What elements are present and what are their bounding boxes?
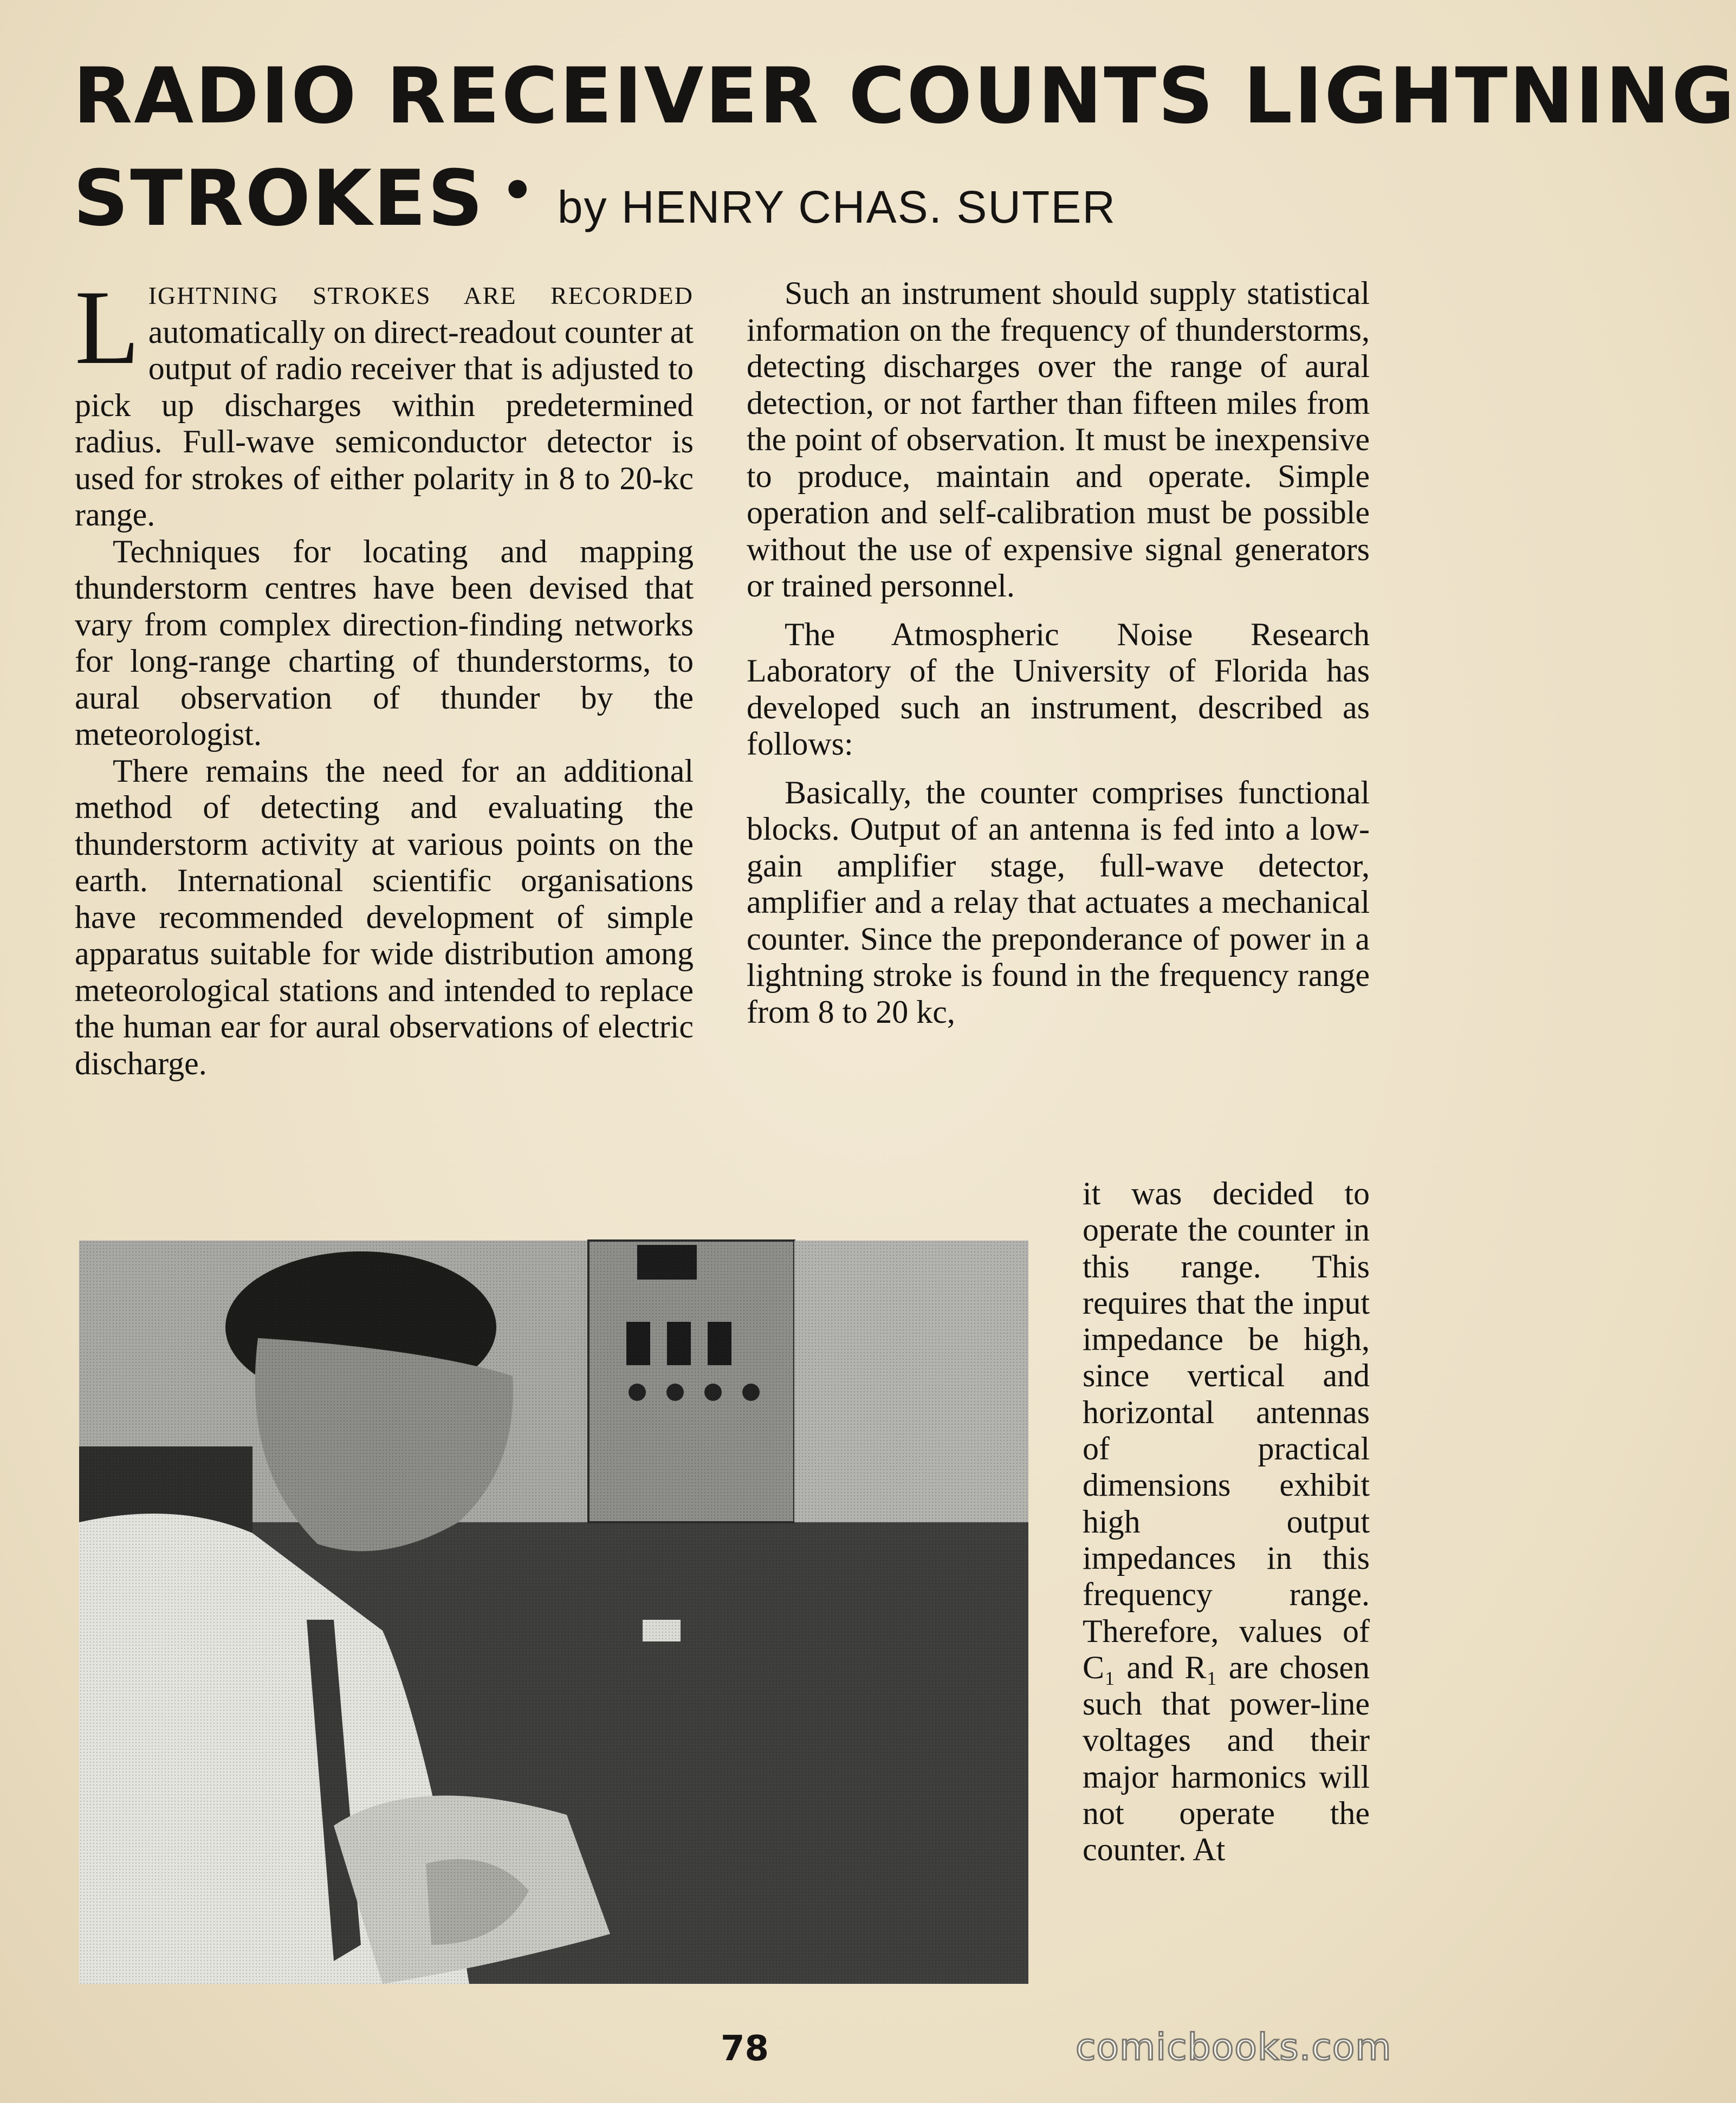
- body-paragraph: Such an instrument should supply statistical information on the frequency of thunderstorms, detecting discharges over the range of aural detection, or not farther than fifteen miles from the point of observation. It must be inexpensive to produce, maintain and operate. Simple operation and self-calibration must be possible without the use of expensive signal generators or trained personnel.: [747, 275, 1370, 603]
- page-number: 78: [721, 2029, 769, 2069]
- watermark: comicbooks.com: [1076, 2026, 1392, 2069]
- title-line-2-text: STROKES: [73, 154, 485, 243]
- photo-illustration: [79, 1241, 1028, 1984]
- lead-paragraph: [75, 269, 694, 534]
- article-title: [73, 49, 1736, 255]
- right-column-continuation: [1083, 1176, 1370, 1868]
- body-paragraph-continued: it was decided to operate the counter in this range. This requires that the input impedance be high, since vertical and horizontal antennas of practical dimensions exhibit high output impedances in this frequency range. Therefore, values of C₁ and R₁ are chosen such that power-line voltages and their major harmonics will not operate the counter. At: [1083, 1176, 1370, 1868]
- body-paragraph: There remains the need for an additional method of detecting and evaluating the thunderstorm activity at various points on the earth. International scientific organisations have recommended development of simple apparatus suitable for wide distribution among meteorological stations and intended to replace the human ear for aural observations of electric discharge.: [75, 752, 694, 1081]
- title-line-1: RADIO RECEIVER COUNTS LIGHTNING: [73, 51, 1736, 141]
- lead-rest: automatically on direct-readout counter at output of radio receiver that is adjusted to pick up discharges within predetermined radius. Full-wave semiconductor detector is used for strokes of either polarity in 8 to 20-kc range.: [75, 314, 694, 533]
- lead-smallcaps: IGHTNING STROKES ARE RECORDED: [148, 282, 694, 309]
- article-photo: [79, 1241, 1028, 1984]
- title-line-2: [73, 144, 1384, 255]
- drop-cap: L: [75, 269, 140, 386]
- left-column: [75, 269, 694, 1082]
- right-column: [747, 275, 1370, 1030]
- title-bullet: •: [501, 160, 536, 221]
- byline: by HENRY CHAS. SUTER: [557, 181, 1117, 232]
- body-paragraph: Techniques for locating and mapping thunderstorm centres have been devised that vary from complex direction-finding networks for long-range charting of thunderstorms, to aural observation of thunder by the meteorologist.: [75, 533, 694, 752]
- body-paragraph: The Atmospheric Noise Research Laboratory of the University of Florida has developed such an instrument, described as follows:: [747, 616, 1370, 762]
- body-paragraph: Basically, the counter comprises functional blocks. Output of an antenna is fed into a low-gain amplifier stage, full-wave detector, amplifier and a relay that actuates a mechanical counter. Since the preponderance of power in a lightning stroke is found in the frequency range from 8 to 20 kc,: [747, 774, 1370, 1030]
